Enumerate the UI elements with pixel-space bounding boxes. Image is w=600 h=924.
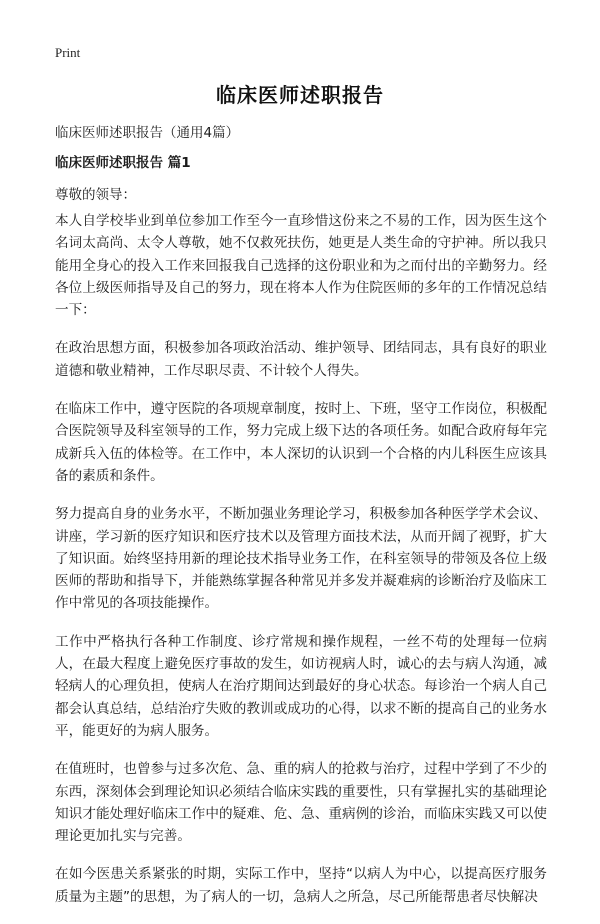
paragraph-2: 在政治思想方面，积极参加各项政治活动、维护领导、团结同志，具有良好的职业道德和敬业精神，工作尽职尽责、不计较个人得失。	[55, 340, 547, 379]
document-body	[55, 210, 547, 924]
section-heading: 临床医师述职报告 篇1	[55, 155, 191, 171]
paragraph-3: 在临床工作中，遵守医院的各项规章制度，按时上、下班，坚守工作岗位，积极配合医院领导及科室领导的工作，努力完成上级下达的各项任务。如配合政府每年完成新兵入伍的体检等。在工作中，本人深切的认识到一个合格的内儿科医生应该具备的素质和条件。	[55, 401, 547, 484]
paragraph-6: 在值班时，也曾参与过多次危、急、重的病人的抢救与治疗，过程中学到了不少的东西，深刻体会到理论知识必须结合临床实践的重要性，只有掌握扎实的基础理论知识才能处理好临床工作中的疑难、危、急、重病例的诊治，而临床实践又可以使理论更加扎实与完善。	[55, 761, 547, 845]
document-subtitle: 临床医师述职报告（通用4篇）	[55, 125, 240, 141]
print-link[interactable]: Print	[55, 45, 81, 60]
page-title: 临床医师述职报告	[216, 83, 384, 107]
paragraph-4: 努力提高自身的业务水平，不断加强业务理论学习，积极参加各种医学学术会议、讲座，学习新的医疗知识和医疗技术以及管理方面技术法，从而开阔了视野，扩大了知识面。始终坚持用新的理论技术指导业务工作，在科室领导的带领及各位上级医师的帮助和指导下，并能熟练掌握各种常见并多发并凝难病的诊断治疗及临床工作中常见的各项技能操作。	[55, 506, 547, 612]
paragraph-5: 工作中严格执行各种工作制度、诊疗常规和操作规程，一丝不苟的处理每一位病人，在最大程度上避免医疗事故的发生，如访视病人时，诚心的去与病人沟通，减轻病人的心理负担，使病人在治疗期间达到最好的身心状态。每诊治一个病人自己都会认真总结，总结治疗失败的教训或成功的心得，以求不断的提高自己的业务水平，能更好的为病人服务。	[55, 633, 547, 739]
paragraph-7: 在如今医患关系紧张的时期，实际工作中，坚持“以病人为中心，以提高医疗服务质量为主题”的思想，为了病人的一切，急病人之所急，尽己所能帮患者尽快解决	[55, 866, 547, 905]
paragraph-1: 本人自学校毕业到单位参加工作至今一直珍惜这份来之不易的工作，因为医生这个名词太高尚、太令人尊敬，她不仅救死扶伤，她更是人类生命的守护神。所以我只能用全身心的投入工作来回报我自己选择的这份职业和为之而付出的辛勤努力。经各位上级医师指导及自己的努力，现在将本人作为住院医师的多年的工作情况总结一下：	[55, 213, 547, 319]
salutation: 尊敬的领导：	[55, 187, 136, 203]
